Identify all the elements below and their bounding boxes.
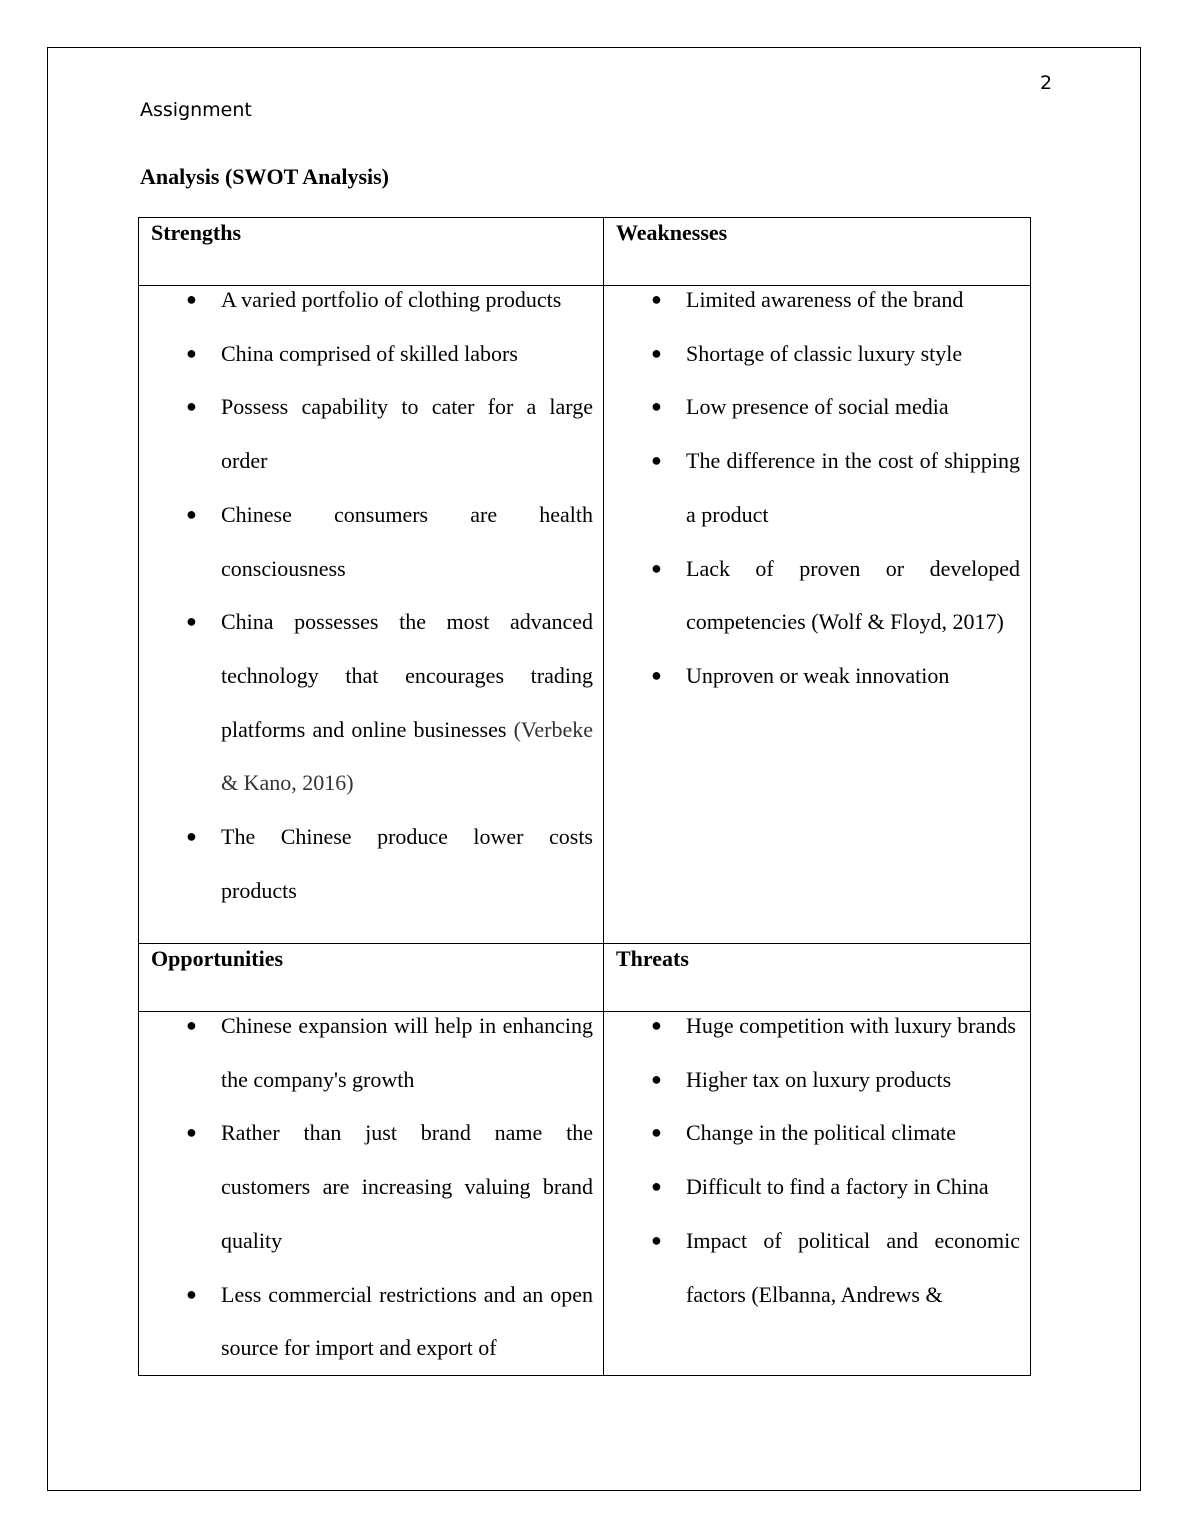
- bullet-icon: ●: [651, 1122, 662, 1143]
- weaknesses-heading: Weaknesses: [616, 220, 728, 245]
- list-item: ● Possess capability to cater for a large order: [221, 380, 593, 487]
- bullet-icon: ●: [186, 826, 197, 847]
- bullet-icon: ●: [186, 289, 197, 309]
- list-item: ● Low presence of social media: [686, 380, 1020, 434]
- threats-cell: [604, 1012, 1031, 1376]
- bullet-icon: ●: [186, 396, 197, 417]
- list-item: ● Shortage of classic luxury style: [686, 327, 1020, 381]
- bullet-icon: ●: [651, 557, 662, 578]
- swot-row-body-bottom: [139, 1012, 1031, 1376]
- list-item: ● Chinese expansion will help in enhancing the company's growth: [221, 1012, 593, 1107]
- swot-row-body-top: [139, 286, 1031, 944]
- strengths-list: [139, 273, 603, 917]
- threats-list: [604, 1012, 1030, 1322]
- list-item: ● A varied portfolio of clothing products: [221, 273, 593, 327]
- bullet-icon: ●: [651, 664, 662, 685]
- list-item: ● China comprised of skilled labors: [221, 327, 593, 381]
- section-title: Analysis (SWOT Analysis): [140, 164, 390, 189]
- bullet-icon: ●: [651, 1176, 662, 1197]
- bullet-icon: ●: [651, 450, 662, 471]
- bullet-icon: ●: [651, 1229, 662, 1250]
- list-item: ● Limited awareness of the brand: [686, 273, 1020, 327]
- swot-table: [138, 217, 1031, 1376]
- page-number: 2: [1040, 72, 1053, 94]
- list-item: ● Unproven or weak innovation: [686, 649, 1020, 703]
- bullet-icon: ●: [651, 1068, 662, 1089]
- list-item: ● Difficult to find a factory in China: [686, 1160, 1020, 1214]
- strengths-cell: [139, 286, 604, 944]
- list-item: ● Rather than just brand name the customers are increasing valuing brand quality: [221, 1106, 593, 1267]
- list-item: ● Chinese consumers are health consciousness: [221, 488, 593, 595]
- weaknesses-cell: [604, 286, 1031, 944]
- threats-heading-cell: [604, 944, 1031, 1012]
- threats-heading: Threats: [616, 946, 689, 971]
- bullet-icon: ●: [186, 1122, 197, 1143]
- running-head: Assignment: [140, 99, 252, 121]
- bullet-icon: ●: [186, 503, 197, 524]
- bullet-icon: ●: [651, 289, 662, 309]
- bullet-icon: ●: [651, 342, 662, 363]
- list-item: ● The Chinese produce lower costs products: [221, 810, 593, 917]
- bullet-icon: ●: [651, 1015, 662, 1035]
- list-item: ● Impact of political and economic factors (Elbanna, Andrews &: [686, 1214, 1020, 1321]
- opportunities-cell: [139, 1012, 604, 1376]
- opportunities-list: [139, 1012, 603, 1375]
- list-item: ● Higher tax on luxury products: [686, 1053, 1020, 1107]
- list-item: ● China possesses the most advanced technology that encourages trading platforms and online businesses (Verbeke & Kano, 2016): [221, 595, 593, 810]
- bullet-icon: ●: [651, 396, 662, 417]
- bullet-icon: ●: [186, 1283, 197, 1304]
- list-item: ● Less commercial restrictions and an open source for import and export of: [221, 1268, 593, 1375]
- opportunities-heading-cell: [139, 944, 604, 1012]
- strengths-heading: Strengths: [151, 220, 242, 245]
- weaknesses-list: [604, 273, 1030, 703]
- swot-row-headings-bottom: [139, 944, 1031, 1012]
- list-item: ● Lack of proven or developed competencies (Wolf & Floyd, 2017): [686, 542, 1020, 649]
- list-item: ● Change in the political climate: [686, 1106, 1020, 1160]
- list-item: ● Huge competition with luxury brands: [686, 1012, 1020, 1053]
- bullet-icon: ●: [186, 1015, 197, 1035]
- bullet-icon: ●: [186, 611, 197, 632]
- citation: (Verbeke & Kano, 2016): [221, 716, 593, 796]
- opportunities-heading: Opportunities: [151, 946, 284, 971]
- bullet-icon: ●: [186, 342, 197, 363]
- list-item: ● The difference in the cost of shipping a product: [686, 434, 1020, 541]
